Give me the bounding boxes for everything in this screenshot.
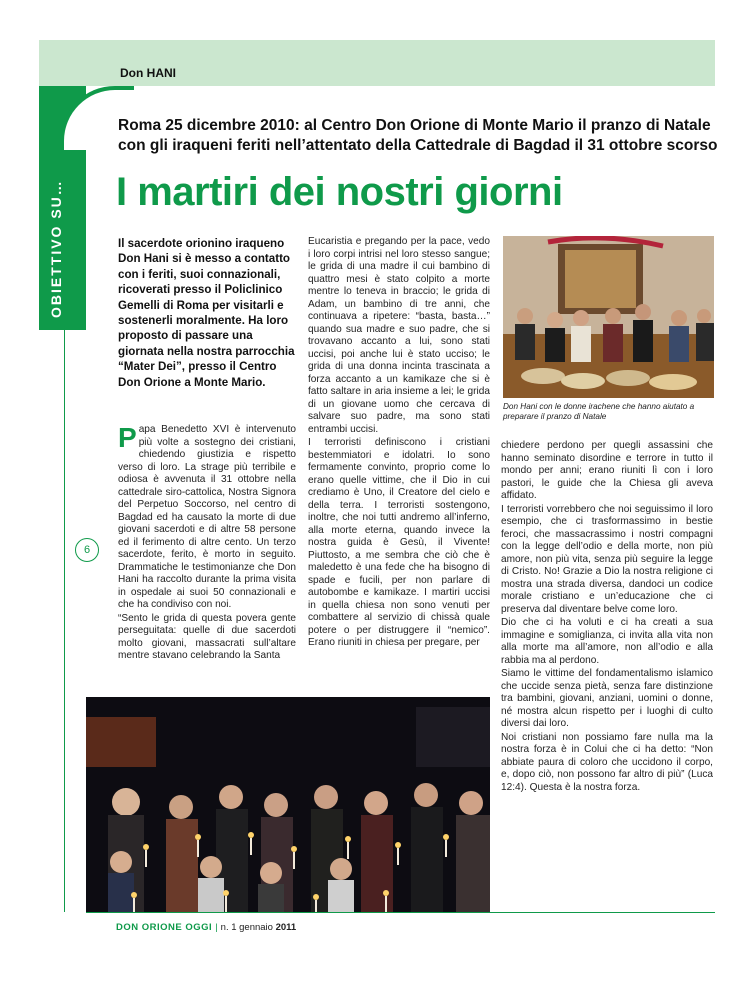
text-column-3 <box>501 440 713 795</box>
section-label: OBIETTIVO SU… <box>48 179 64 318</box>
paragraph: I terroristi vorrebbero che noi seguissimo il loro esempio, che ci trasformassimo in bestie feroci, che massacrassimo i nostri compagni con la legge dell’odio e della morte, non più amore, non più vita, senza più seguire la legge di Cristo. No! Grazie a Dio la nostra religione ci mostra una strada diversa, dandoci un codice morale cristiano e un’educazione che ci preserva dal diventare belve come loro. <box>501 503 713 615</box>
drop-cap: P <box>118 422 137 453</box>
photo-women-christmas-lunch <box>503 236 714 398</box>
photo-caption: Don Hani con le donne irachene che hanno aiutato a preparare il pranzo di Natale <box>503 402 695 421</box>
text-column-1 <box>118 424 296 664</box>
photo-illustration <box>503 236 714 398</box>
magazine-name: DON ORIONE OGGI <box>116 922 213 933</box>
footer-rule <box>86 912 715 913</box>
photo-candlelight-vigil <box>86 697 490 913</box>
paragraph: chiedere perdono per quegli assassini che hanno seminato disordine e terrore in tutto il mondo per anni; erano riuniti lì con i loro pastori, le guide che la Chiesa gli aveva affidato. <box>501 440 713 501</box>
author-name: Don HANI <box>120 66 176 80</box>
paragraph: Siamo le vittime del fondamentalismo islamico che uccide senza pietà, senza fare distinzione tra bambini, giovani, anziani, uomini o donne, né mostra alcun rispetto per i luoghi di culto diversi dai loro. <box>501 668 713 729</box>
article-lead: Il sacerdote orionino iraqueno Don Hani si è messo a contatto con i feriti, suoi connazionali, ricoverati presso il Policlinico Gemelli di Roma per visitarli e sostenerli moralmente. Ha loro proposto di passare una giornata nella nostra parrocchia “Mater Dei”, presso il Centro Don Orione a Monte Mario. <box>118 237 295 389</box>
paragraph: I terroristi definiscono i cristiani bestemmiatori e idolatri. Io sono fermamente convinto, proprio come lo erano quelle vittime, che il Dio in cui crediamo è Uno, il Creatore del cielo e della terra. I terroristi sostengono, inoltre, che noi tutti andremo all’inferno, alla morte eterna, quando invece la nostra guida è Gesù, il Vivente! Piuttosto, a me sembra che ciò che è maledetto è una fede che ha bisogno di spade e fucili, per non parlare di autobombe e kamikaze. I martiri uccisi in quella chiesa non sono venuti per combattere al servizio di chissà quale potere o per distruggere il “nemico”. Erano riuniti in chiesa per pregare, per <box>308 437 490 648</box>
paragraph: Eucaristia e pregando per la pace, vedo i loro corpi intrisi nel loro stesso sangue; le grida di una madre il cui bambino di quattro mesi è stato colpito a morte mentre lo teneva in braccio; le grida di Adam, un bambino di tre anni, che continuava a ripetere: “basta, basta…” quando sua madre e suo padre, che si trovavano accanto a lui, sono stati uccisi, poi anche lui è stato ucciso; le grida di una donna incinta trascinata a forza accanto a un kamikaze che si è fatto saltare in aria insieme a lei; le grida di un giovane uomo che cercava di salvare suo padre, ma sono stati entrambi uccisi. <box>308 236 490 435</box>
margin-rule <box>64 330 65 912</box>
article-headline: I martiri dei nostri giorni <box>116 170 563 214</box>
text-column-2 <box>308 236 490 651</box>
page-number: 6 <box>75 538 99 562</box>
article-subhead: Roma 25 dicembre 2010: al Centro Don Orione di Monte Mario il pranzo di Natale con gli iraqueni feriti nell’attentato della Cattedrale di Bagdad il 31 ottobre scorso <box>118 117 718 154</box>
issue-year: 2011 <box>275 922 297 933</box>
paragraph-text: apa Benedetto XVI è intervenuto più volte a sostegno dei cristiani, chiedendo giustizia e rispetto verso di loro. La strage più terribile e odiosa è avvenuta il 31 ottobre nella cattedrale siro-cattolica, Nostra Signora del Perpetuo Soccorso, nel centro di Bagdad ed ha causato la morte di due giovani sacerdoti e di altre 58 persone ed il ferimento di altre cento. Un terzo sacerdote, ferito, è morto in seguito. Drammatiche le testimonianze che Don Hani ha raccolto durante la prima visita in ospedale ai suoi 50 connazionali e che ha condiviso con noi. <box>118 424 296 610</box>
paragraph: Noi cristiani non possiamo fare nulla ma la nostra forza è in Colui che ci ha detto: “Non abbiate paura di coloro che uccidono il corpo, e, dopo ciò, non possono far altro di più” (Luca 12:4). Questa è la nostra forza. <box>501 731 713 793</box>
paragraph <box>118 424 296 612</box>
footer <box>116 922 296 933</box>
paragraph: “Sento le grida di questa povera gente perseguitata: quelle di due sacerdoti molto giovani, massacrati sull’altare mentre stavano celebrando la Santa <box>118 612 296 661</box>
vigil-illustration <box>86 697 490 913</box>
footer-separator: | <box>215 922 218 933</box>
issue-number: n. 1 gennaio <box>220 922 273 933</box>
paragraph: Dio che ci ha voluti e ci ha creati a sua immagine e somiglianza, ci invita alla vita non alla morte ma all’amore, non all’odio e alla rabbia ma al perdono. <box>501 617 713 666</box>
